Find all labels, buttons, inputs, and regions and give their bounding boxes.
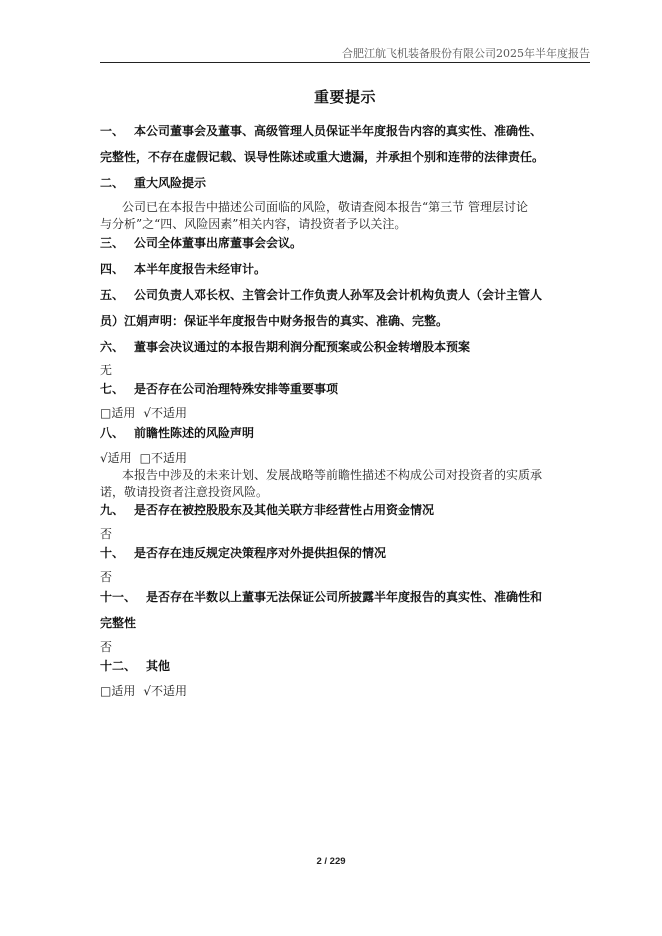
section-8-options bbox=[100, 450, 195, 466]
section-3-number: 三、 bbox=[100, 236, 125, 250]
section-2-body-line-2: 与分析”之“四、风险因素”相关内容，请投资者予以关注。 bbox=[100, 217, 407, 231]
section-8-option-not-applicable: □不适用 bbox=[139, 451, 187, 465]
section-2-body-line-1: 公司已在本报告中描述公司面临的风险，敬请查阅本报告“第三节 管理层讨论 bbox=[122, 200, 528, 214]
section-5-number: 五、 bbox=[100, 288, 125, 302]
section-7-option-applicable: □适用 bbox=[100, 406, 136, 420]
section-11-number: 十一、 bbox=[100, 590, 137, 604]
section-5-line-1: 公司负责人邓长权、主管会计工作负责人孙军及会计机构负责人（会计主管人 bbox=[134, 288, 543, 302]
section-8-body-line-1: 本报告中涉及的未来计划、发展战略等前瞻性描述不构成公司对投资者的实质承 bbox=[122, 468, 543, 482]
section-9-number: 九、 bbox=[100, 503, 125, 517]
section-11-line-1: 是否存在半数以上董事无法保证公司所披露半年度报告的真实性、准确性和 bbox=[146, 590, 543, 604]
section-2-number: 二、 bbox=[100, 176, 125, 190]
section-4-text: 本半年度报告未经审计。 bbox=[134, 262, 267, 276]
section-1-line-2: 完整性，不存在虚假记载、误导性陈述或重大遗漏，并承担个别和连带的法律责任。 bbox=[100, 150, 545, 164]
section-5-line-2: 员）江娟声明：保证半年度报告中财务报告的真实、准确、完整。 bbox=[100, 314, 449, 328]
section-7-number: 七、 bbox=[100, 382, 125, 396]
section-1-line-1: 本公司董事会及董事、高级管理人员保证半年度报告内容的真实性、准确性、 bbox=[134, 124, 543, 138]
section-6-heading bbox=[100, 339, 470, 355]
header-rule bbox=[100, 62, 590, 63]
section-9-answer: 否 bbox=[100, 527, 113, 541]
running-header: 合肥江航飞机装备股份有限公司2025年半年度报告 bbox=[342, 47, 590, 60]
section-11-heading bbox=[100, 589, 542, 605]
section-4-heading bbox=[100, 261, 266, 277]
section-2-heading bbox=[100, 175, 206, 191]
section-8-option-applicable: √适用 bbox=[100, 451, 132, 465]
section-12-heading bbox=[100, 658, 170, 674]
section-12-options bbox=[100, 683, 195, 699]
section-8-number: 八、 bbox=[100, 426, 125, 440]
section-10-heading bbox=[100, 545, 386, 561]
section-8-body-line-2: 诺，敬请投资者注意投资风险。 bbox=[100, 485, 269, 499]
section-12-number: 十二、 bbox=[100, 659, 137, 673]
section-2-title: 重大风险提示 bbox=[134, 176, 207, 190]
section-12-text: 其他 bbox=[146, 659, 171, 673]
section-7-heading bbox=[100, 381, 338, 397]
section-7-text: 是否存在公司治理特殊安排等重要事项 bbox=[134, 382, 339, 396]
section-12-option-applicable: □适用 bbox=[100, 684, 136, 698]
section-11-answer: 否 bbox=[100, 640, 113, 654]
section-9-text: 是否存在被控股股东及其他关联方非经营性占用资金情况 bbox=[134, 503, 435, 517]
section-6-number: 六、 bbox=[100, 340, 125, 354]
section-1-number: 一、 bbox=[100, 124, 125, 138]
section-5-heading bbox=[100, 287, 542, 303]
section-7-option-not-applicable: √不适用 bbox=[143, 406, 187, 420]
section-9-heading bbox=[100, 502, 434, 518]
section-10-number: 十、 bbox=[100, 546, 125, 560]
section-12-option-not-applicable: √不适用 bbox=[143, 684, 187, 698]
section-11-line-2: 完整性 bbox=[100, 616, 137, 630]
section-1-heading bbox=[100, 123, 542, 139]
section-4-number: 四、 bbox=[100, 262, 125, 276]
page-title: 重要提示 bbox=[313, 88, 376, 106]
section-8-text: 前瞻性陈述的风险声明 bbox=[134, 426, 255, 440]
section-7-options bbox=[100, 405, 195, 421]
section-8-heading bbox=[100, 425, 254, 441]
section-10-text: 是否存在违反规定决策程序对外提供担保的情况 bbox=[134, 546, 387, 560]
section-3-heading bbox=[100, 235, 302, 251]
section-6-answer: 无 bbox=[100, 363, 113, 377]
section-3-text: 公司全体董事出席董事会会议。 bbox=[134, 236, 303, 250]
page-number: 2 / 229 bbox=[316, 856, 346, 867]
section-6-text: 董事会决议通过的本报告期利润分配预案或公积金转增股本预案 bbox=[134, 340, 471, 354]
section-10-answer: 否 bbox=[100, 570, 113, 584]
